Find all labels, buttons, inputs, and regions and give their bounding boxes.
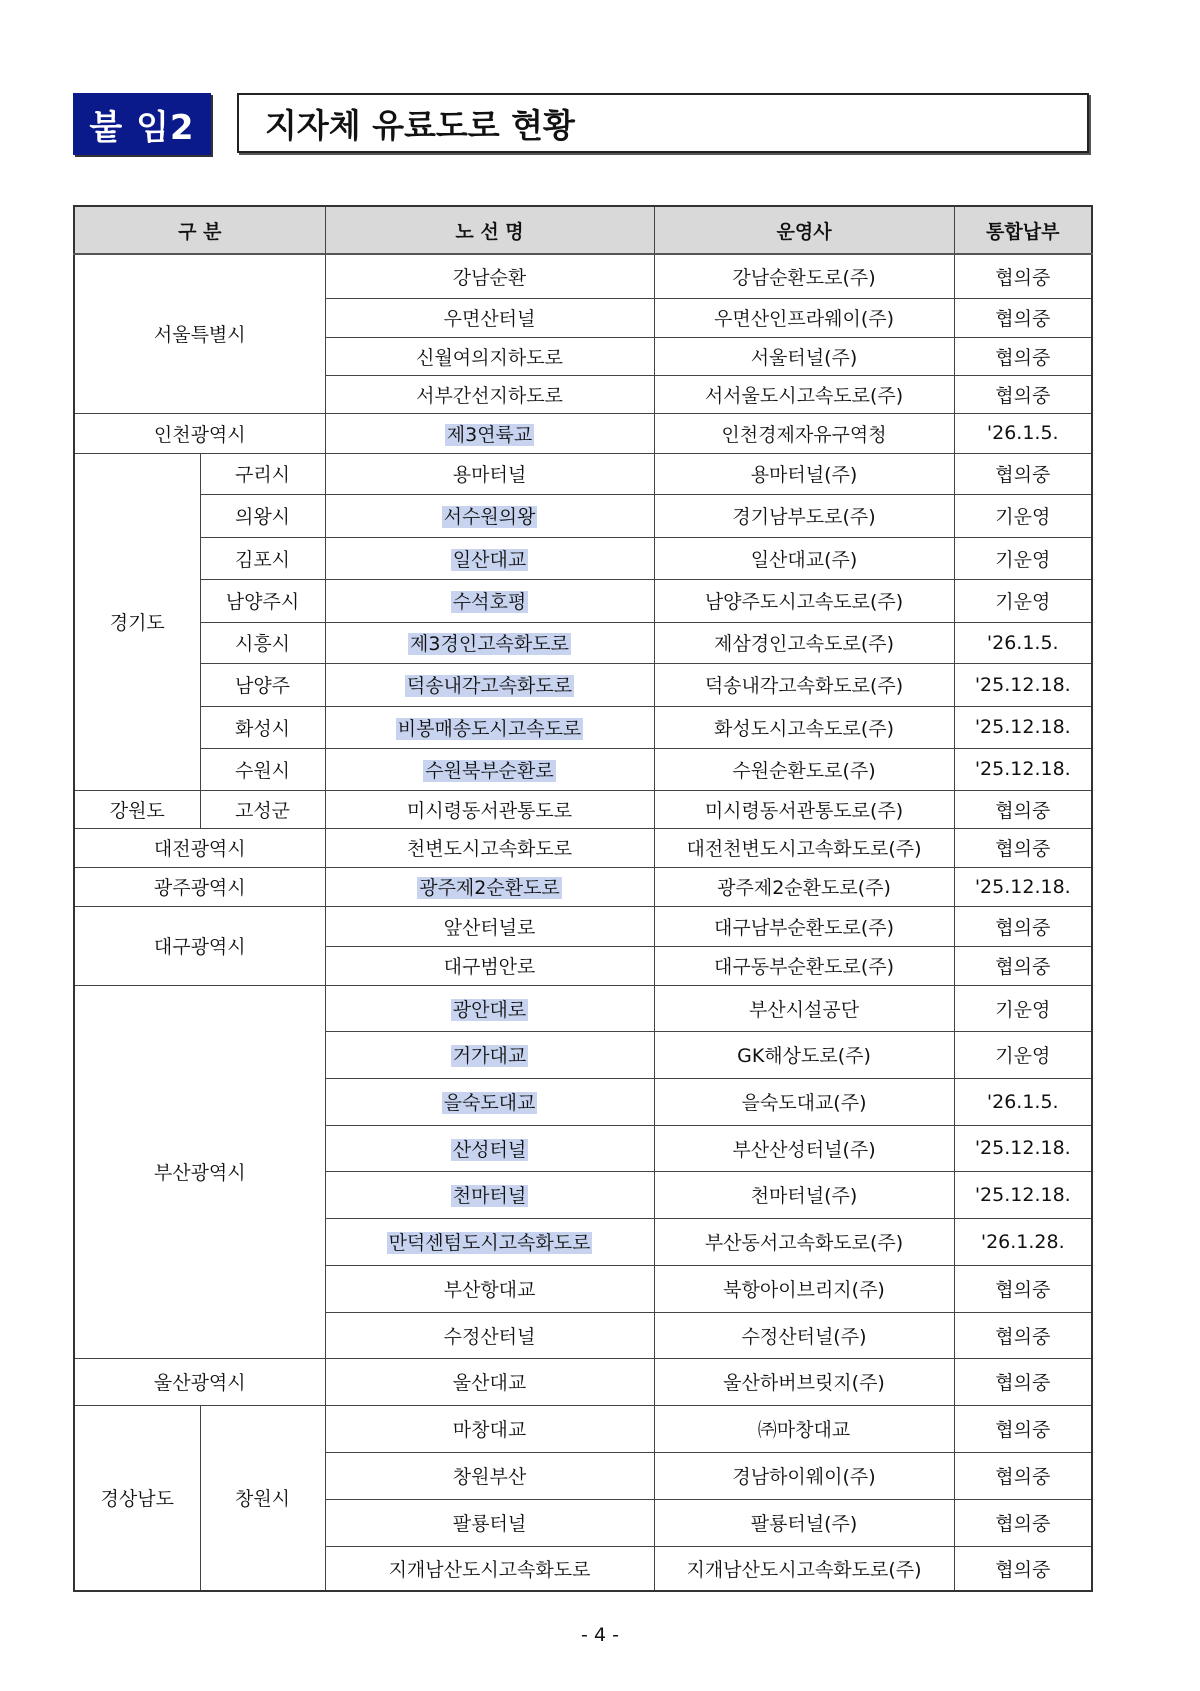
payment-status-cell: 협의중 (954, 946, 1092, 985)
operator-cell: 광주제2순환도로(주) (654, 867, 954, 906)
region-cell: 대구광역시 (74, 906, 325, 985)
highlighted-road-name: 산성터널 (452, 1138, 527, 1161)
road-name-cell: 서부간선지하도로 (325, 375, 654, 413)
payment-status-cell: 기운영 (954, 579, 1092, 622)
highlighted-road-name: 천마터널 (452, 1185, 527, 1207)
payment-status-cell: 협의중 (954, 254, 1092, 298)
highlighted-road-name: 제3경인고속화도로 (410, 633, 569, 655)
operator-cell: 부산산성터널(주) (654, 1125, 954, 1171)
highlighted-road-name: 서수원의왕 (443, 506, 536, 528)
operator-cell: 인천경제자유구역청 (654, 413, 954, 453)
road-name-cell (325, 494, 654, 537)
operator-cell: 대구동부순환도로(주) (654, 946, 954, 985)
table-row (74, 906, 1092, 946)
operator-cell: 덕송내각고속화도로(주) (654, 663, 954, 706)
highlighted-road-name: 수원북부순환로 (425, 759, 554, 782)
payment-status-cell: 협의중 (954, 906, 1092, 946)
payment-status-cell: 기운영 (954, 1031, 1092, 1078)
subregion-cell: 화성시 (200, 706, 325, 748)
table-row (74, 254, 1092, 298)
operator-cell: 서서울도시고속도로(주) (654, 375, 954, 413)
road-name-cell (325, 748, 654, 790)
payment-status-cell: 협의중 (954, 1358, 1092, 1405)
highlighted-road-name: 광안대로 (452, 998, 527, 1021)
payment-status-cell: '26.1.5. (954, 413, 1092, 453)
road-name-cell: 수정산터널 (325, 1312, 654, 1358)
road-name-cell: 우면산터널 (325, 298, 654, 337)
payment-status-cell: '26.1.5. (954, 1078, 1092, 1125)
table-row (74, 867, 1092, 906)
operator-cell: 북항아이브리지(주) (654, 1265, 954, 1312)
table-row (74, 413, 1092, 453)
road-name-cell (325, 1031, 654, 1078)
operator-cell: 서울터널(주) (654, 337, 954, 375)
payment-status-cell: '26.1.5. (954, 622, 1092, 663)
road-name-cell: 마창대교 (325, 1405, 654, 1452)
payment-status-cell: '25.12.18. (954, 1125, 1092, 1171)
table-row (74, 985, 1092, 1031)
road-name-cell: 천변도시고속화도로 (325, 828, 654, 867)
highlighted-road-name: 제3연륙교 (446, 423, 533, 446)
road-name-cell: 지개남산도시고속화도로 (325, 1546, 654, 1591)
operator-cell: 수정산터널(주) (654, 1312, 954, 1358)
highlighted-road-name: 일산대교 (452, 548, 527, 571)
road-name-cell (325, 867, 654, 906)
road-name-cell (325, 663, 654, 706)
payment-status-cell: 협의중 (954, 828, 1092, 867)
payment-status-cell: 협의중 (954, 1546, 1092, 1591)
road-name-cell: 울산대교 (325, 1358, 654, 1405)
road-name-cell: 용마터널 (325, 453, 654, 494)
payment-status-cell: 협의중 (954, 1265, 1092, 1312)
subregion-cell: 수원시 (200, 748, 325, 790)
payment-status-cell: 협의중 (954, 1405, 1092, 1452)
operator-cell: 미시령동서관통도로(주) (654, 790, 954, 828)
operator-cell: 팔룡터널(주) (654, 1499, 954, 1546)
region-cell: 인천광역시 (74, 413, 325, 453)
payment-status-cell: '25.12.18. (954, 1171, 1092, 1218)
road-name-cell: 창원부산 (325, 1452, 654, 1499)
subregion-cell: 김포시 (200, 537, 325, 579)
operator-cell: 강남순환도로(주) (654, 254, 954, 298)
region-cell: 서울특별시 (74, 254, 325, 413)
table-row (74, 828, 1092, 867)
operator-cell: 용마터널(주) (654, 453, 954, 494)
payment-status-cell: 협의중 (954, 1312, 1092, 1358)
header-operator: 운영사 (654, 206, 954, 254)
toll-road-table (73, 205, 1093, 1592)
highlighted-road-name: 수석호평 (452, 591, 527, 613)
operator-cell: 지개남산도시고속화도로(주) (654, 1546, 954, 1591)
subregion-cell: 남양주 (200, 663, 325, 706)
payment-status-cell: '25.12.18. (954, 867, 1092, 906)
region-cell: 경기도 (74, 453, 200, 790)
header-road: 노 선 명 (325, 206, 654, 254)
table-header (74, 206, 1092, 254)
operator-cell: 경기남부도로(주) (654, 494, 954, 537)
road-name-cell: 대구범안로 (325, 946, 654, 985)
subregion-cell: 고성군 (200, 790, 325, 828)
payment-status-cell: '25.12.18. (954, 663, 1092, 706)
payment-status-cell: 협의중 (954, 1499, 1092, 1546)
operator-cell: 일산대교(주) (654, 537, 954, 579)
payment-status-cell: 협의중 (954, 1452, 1092, 1499)
highlighted-road-name: 을숙도대교 (443, 1092, 536, 1114)
subregion-cell: 창원시 (200, 1405, 325, 1591)
header-payment: 통합납부 (954, 206, 1092, 254)
subregion-cell: 시흥시 (200, 622, 325, 663)
page-title: 지자체 유료도로 현황 (237, 93, 1089, 153)
table-row (74, 494, 1092, 537)
operator-cell: 화성도시고속도로(주) (654, 706, 954, 748)
payment-status-cell: 협의중 (954, 298, 1092, 337)
payment-status-cell: 협의중 (954, 337, 1092, 375)
operator-cell: 대전천변도시고속화도로(주) (654, 828, 954, 867)
operator-cell: 우면산인프라웨이(주) (654, 298, 954, 337)
highlighted-road-name: 비봉매송도시고속도로 (397, 717, 582, 740)
road-name-cell: 앞산터널로 (325, 906, 654, 946)
table-row (74, 1405, 1092, 1452)
operator-cell: 대구남부순환도로(주) (654, 906, 954, 946)
header-region: 구 분 (74, 206, 325, 254)
region-cell: 강원도 (74, 790, 200, 828)
operator-cell: 을숙도대교(주) (654, 1078, 954, 1125)
region-cell: 경상남도 (74, 1405, 200, 1591)
operator-cell: 부산시설공단 (654, 985, 954, 1031)
table-row (74, 1358, 1092, 1405)
payment-status-cell: '25.12.18. (954, 748, 1092, 790)
highlighted-road-name: 덕송내각고속화도로 (406, 675, 573, 697)
payment-status-cell: '25.12.18. (954, 706, 1092, 748)
road-name-cell (325, 537, 654, 579)
road-name-cell (325, 579, 654, 622)
road-name-cell (325, 622, 654, 663)
payment-status-cell: 기운영 (954, 494, 1092, 537)
attachment-badge: 붙 임2 (73, 93, 211, 155)
payment-status-cell: '26.1.28. (954, 1218, 1092, 1265)
road-name-cell: 신월여의지하도로 (325, 337, 654, 375)
table-row (74, 579, 1092, 622)
road-name-cell (325, 413, 654, 453)
road-name-cell: 팔룡터널 (325, 1499, 654, 1546)
highlighted-road-name: 광주제2순환도로 (419, 877, 560, 899)
road-name-cell (325, 706, 654, 748)
table-row (74, 748, 1092, 790)
operator-cell: ㈜마창대교 (654, 1405, 954, 1452)
operator-cell: 울산하버브릿지(주) (654, 1358, 954, 1405)
payment-status-cell: 협의중 (954, 453, 1092, 494)
highlighted-road-name: 거가대교 (452, 1045, 527, 1067)
table-row (74, 453, 1092, 494)
road-name-cell: 미시령동서관통도로 (325, 790, 654, 828)
page-number: - 4 - (581, 1624, 619, 1646)
operator-cell: 부산동서고속화도로(주) (654, 1218, 954, 1265)
region-cell: 울산광역시 (74, 1358, 325, 1405)
road-name-cell (325, 1078, 654, 1125)
payment-status-cell: 협의중 (954, 375, 1092, 413)
road-name-cell: 부산항대교 (325, 1265, 654, 1312)
road-name-cell (325, 1218, 654, 1265)
road-name-cell: 강남순환 (325, 254, 654, 298)
operator-cell: 경남하이웨이(주) (654, 1452, 954, 1499)
table-row (74, 663, 1092, 706)
subregion-cell: 의왕시 (200, 494, 325, 537)
table-row (74, 537, 1092, 579)
payment-status-cell: 협의중 (954, 790, 1092, 828)
highlighted-road-name: 만덕센텀도시고속화도로 (388, 1232, 591, 1254)
road-name-cell (325, 985, 654, 1031)
operator-cell: 제삼경인고속도로(주) (654, 622, 954, 663)
table-row (74, 790, 1092, 828)
region-cell: 부산광역시 (74, 985, 325, 1358)
road-name-cell (325, 1171, 654, 1218)
payment-status-cell: 기운영 (954, 537, 1092, 579)
operator-cell: 수원순환도로(주) (654, 748, 954, 790)
subregion-cell: 구리시 (200, 453, 325, 494)
subregion-cell: 남양주시 (200, 579, 325, 622)
operator-cell: 남양주도시고속도로(주) (654, 579, 954, 622)
operator-cell: GK해상도로(주) (654, 1031, 954, 1078)
region-cell: 광주광역시 (74, 867, 325, 906)
table-row (74, 706, 1092, 748)
operator-cell: 천마터널(주) (654, 1171, 954, 1218)
table-row (74, 622, 1092, 663)
road-name-cell (325, 1125, 654, 1171)
payment-status-cell: 기운영 (954, 985, 1092, 1031)
region-cell: 대전광역시 (74, 828, 325, 867)
